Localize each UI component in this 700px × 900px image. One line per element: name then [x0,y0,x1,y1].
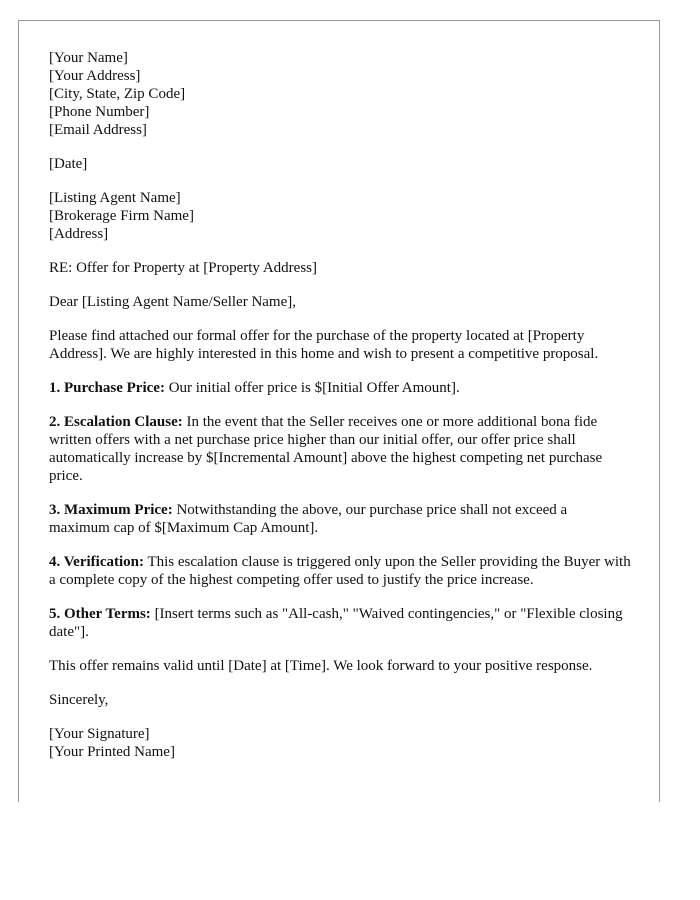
recipient-block [49,189,631,243]
recipient-address: [Address] [49,226,109,242]
signature: [Your Signature] [49,726,150,742]
term-label: 4. Verification: [49,554,144,570]
sender-email: [Email Address] [49,122,147,138]
sender-block [49,49,631,139]
term-text: [Insert terms such as "All-cash," "Waived contingencies," or "Flexible closing date"]. [49,606,623,640]
term-text: This escalation clause is triggered only upon the Seller providing the Buyer with a complete copy of the highest competing offer used to justify the price increase. [49,554,631,588]
sender-phone: [Phone Number] [49,104,150,120]
term-label: 1. Purchase Price: [49,380,165,396]
term-escalation-clause [49,413,631,485]
sender-city-state-zip: [City, State, Zip Code] [49,86,186,102]
intro-paragraph: Please find attached our formal offer for the purchase of the property located at [Property Address]. We are highly interested in this home and wish to present a competitive proposal. [49,328,599,362]
recipient-agent-name: [Listing Agent Name] [49,190,181,206]
validity-paragraph: This offer remains valid until [Date] at [Time]. We look forward to your positive response. [49,658,593,674]
term-text: Notwithstanding the above, our purchase price shall not exceed a maximum cap of $[Maximum Cap Amount]. [49,502,568,536]
term-text: In the event that the Seller receives one or more additional bona fide written offers with a net purchase price higher than our initial offer, our offer price shall automatically increase by $[Incremental Amount] above the highest competing net purchase price. [49,414,603,484]
term-label: 3. Maximum Price: [49,502,173,518]
recipient-brokerage: [Brokerage Firm Name] [49,208,194,224]
sender-address: [Your Address] [49,68,141,84]
subject-line: RE: Offer for Property at [Property Address] [49,260,317,276]
term-other-terms [49,605,631,641]
term-text: Our initial offer price is $[Initial Offer Amount]. [164,380,460,396]
term-purchase-price [49,379,631,397]
signature-block [49,725,631,761]
printed-name: [Your Printed Name] [49,744,175,760]
letter-page [18,20,660,802]
sender-name: [Your Name] [49,50,128,66]
salutation: Dear [Listing Agent Name/Seller Name], [49,294,297,310]
letter-body [49,49,631,761]
term-maximum-price [49,501,631,537]
closing: Sincerely, [49,692,109,708]
term-verification [49,553,631,589]
term-label: 2. Escalation Clause: [49,414,183,430]
term-label: 5. Other Terms: [49,606,151,622]
date-line: [Date] [49,156,88,172]
